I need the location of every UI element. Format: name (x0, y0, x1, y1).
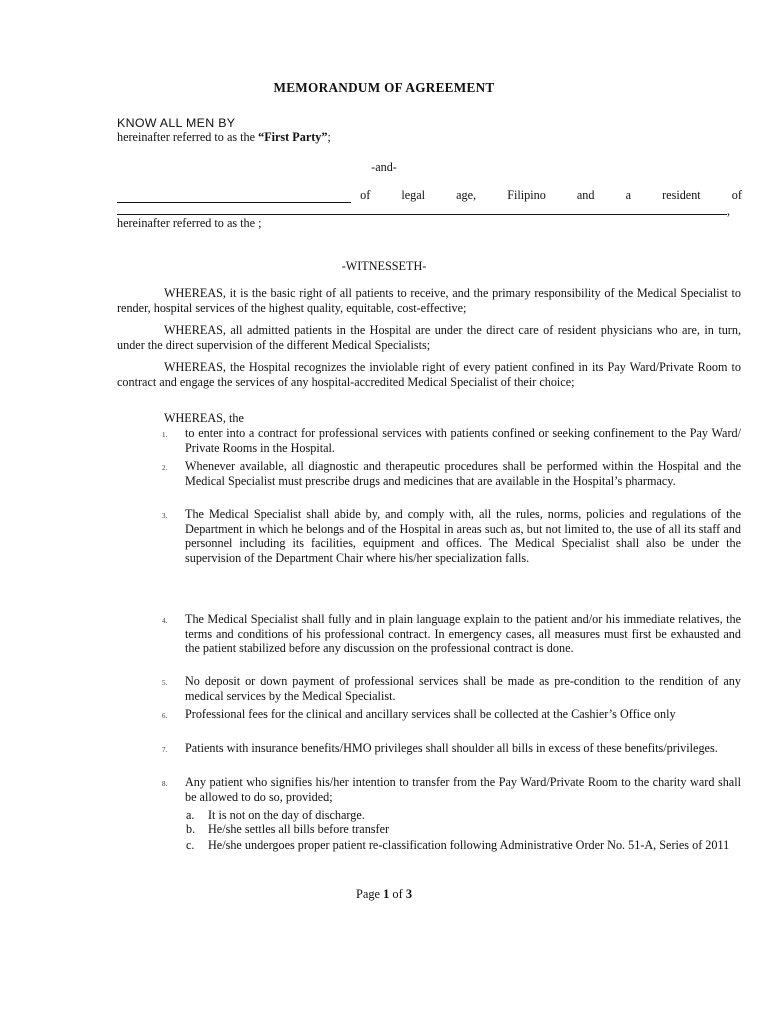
word-a: a (625, 188, 632, 202)
sub-item-label: b. (186, 822, 196, 836)
list-number: 3. (162, 512, 168, 520)
second-party-line (117, 188, 742, 203)
list-item: Patients with insurance benefits/HMO privileges shall shoulder all bills in excess of these benefits/privileges. (185, 741, 718, 755)
document-title: MEMORANDUM OF AGREEMENT (273, 80, 495, 95)
list-item: Any patient who signifies his/her intention to transfer from the Pay Ward/Private Room to the charity ward shall be allowed to do so, provided; (185, 775, 741, 804)
whereas-paragraph-3: WHEREAS, the Hospital recognizes the inviolable right of every patient confined in its Pay Ward/Private Room to contract and engage the services of any hospital-accredited Medical Specialist of their choice; (117, 360, 741, 389)
word-resident: resident (662, 188, 701, 202)
sub-item: He/she settles all bills before transfer (208, 822, 390, 836)
first-party-prefix: hereinafter referred to as the (117, 130, 259, 144)
first-party-line (117, 130, 331, 145)
sub-item-label: c. (186, 838, 195, 852)
know-all-men-line: KNOW ALL MEN BY (117, 116, 236, 130)
whereas-paragraph-2: WHEREAS, all admitted patients in the Hospital are under the direct care of resident physicians who are, in turn, under the direct supervision of the different Medical Specialists; (117, 323, 741, 352)
first-party-name: “First Party” (258, 130, 328, 144)
list-item: No deposit or down payment of professional services shall be made as pre-condition to the rendition of any medical services by the Medical Specialist. (185, 674, 741, 703)
word-filipino: Filipino (507, 188, 546, 202)
sub-item-label: a. (186, 808, 195, 822)
list-item: Whenever available, all diagnostic and therapeutic procedures shall be performed within the Hospital and the Medical Specialist must prescribe drugs and medicines that are available in the Hospital’s pharmacy. (185, 459, 741, 488)
page-word: Page (355, 887, 384, 901)
sub-item: He/she undergoes proper patient re-classification following Administrative Order No. 51-A, Series of 2011 (208, 838, 730, 852)
list-number: 2. (162, 464, 168, 472)
word-age: age, (456, 188, 477, 202)
sub-item: It is not on the day of discharge. (208, 808, 365, 822)
whereas-paragraph-1: WHEREAS, it is the basic right of all patients to receive, and the primary responsibility of the Medical Specialist to render, hospital services of the highest quality, equitable, cost-effective; (117, 286, 741, 315)
word-of-2: of (731, 188, 742, 202)
list-item: Professional fees for the clinical and ancillary services shall be collected at the Cashier’s Office only (185, 707, 676, 721)
first-party-suffix: ; (327, 130, 331, 144)
list-number: 1. (162, 431, 168, 439)
list-number: 8. (162, 780, 168, 788)
and-separator: -and- (371, 160, 397, 174)
list-number: 4. (162, 617, 168, 625)
list-item: The Medical Specialist shall fully and in plain language explain to the patient and/or his immediate relatives, the terms and conditions of his professional contract. In emergency cases, all measures must first be exhausted and the patient stabilized before any discussion on the professional contract is done. (185, 612, 741, 655)
current-page-number: 1 (383, 887, 390, 901)
address-comma: , (727, 204, 731, 218)
list-number: 6. (162, 712, 168, 720)
whereas-paragraph-4: WHEREAS, the (164, 411, 244, 425)
word-of: of (360, 188, 371, 202)
witnesseth-heading: -WITNESSETH- (341, 259, 427, 273)
total-pages-number: 3 (405, 887, 413, 901)
word-and: and (576, 188, 595, 202)
word-legal: legal (401, 188, 426, 202)
list-number: 5. (162, 679, 168, 687)
address-blank (117, 202, 727, 215)
second-party-ref: hereinafter referred to as the ; (117, 216, 262, 230)
list-number: 7. (162, 746, 168, 754)
list-item: to enter into a contract for professional services with patients confined or seeking confinement to the Pay Ward/ Private Rooms in the Hospital. (185, 426, 741, 455)
list-item: The Medical Specialist shall abide by, and comply with, all the rules, norms, policies and regulations of the Department in which he belongs and of the Hospital in areas such as, but not limited to, the use of all its staff and personnel including its facilities, equipment and offices. The Medical Specialist shall also be under the supervision of the Department Chair where his/her specialization falls. (185, 507, 741, 565)
name-blank (117, 190, 351, 203)
of-word: of (389, 887, 406, 901)
page-footer (0, 887, 768, 902)
